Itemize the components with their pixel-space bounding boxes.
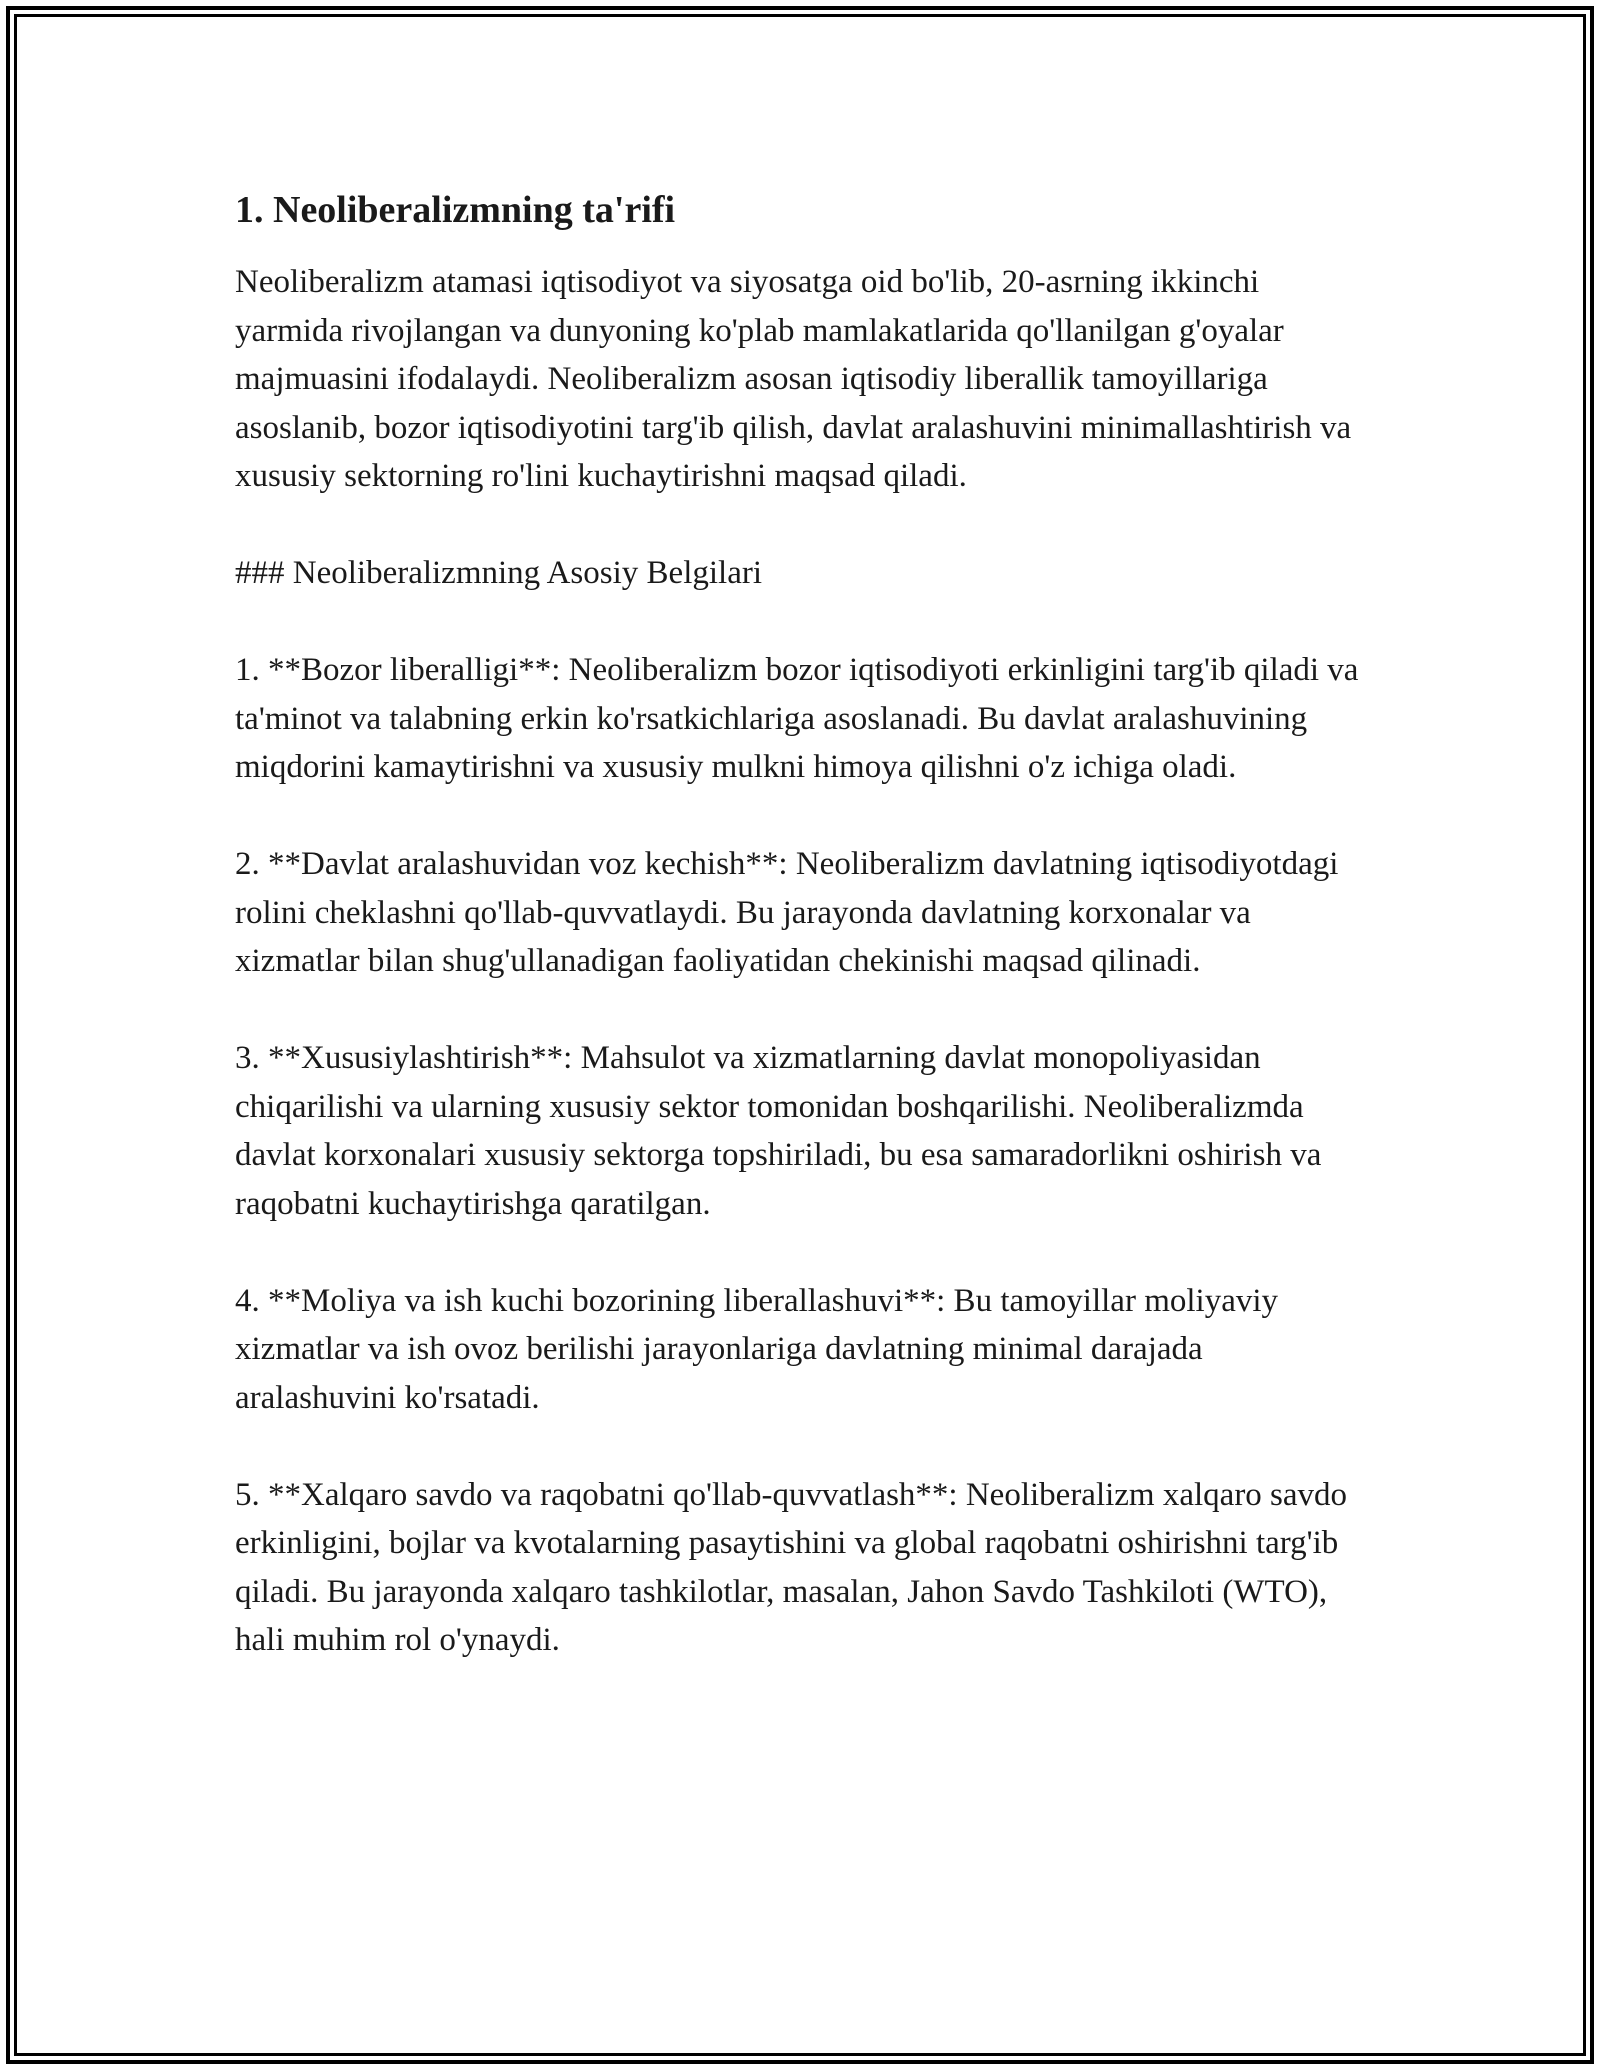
subheading-line: ### Neoliberalizmning Asosiy Belgilari (235, 555, 763, 591)
document-body (235, 186, 1365, 1665)
intro-paragraph: Neoliberalizm atamasi iqtisodiyot va siyosatga oid bo'lib, 20-asrning ikkinchi yarmida rivojlangan va dunyoning ko'plab mamlakatlarida qo'llanilgan g'oyalar majmuasini ifodalaydi. Neoliberalizm asosan iqtisodiy liberallik tamoyillariga asoslanib, bozor iqtisodiyotini targ'ib qilish, davlat aralashuvini minimallashtirish va xususiy sektorning ro'lini kuchaytirishni maqsad qiladi. (235, 264, 1352, 494)
list-item-1: 1. **Bozor liberalligi**: Neoliberalizm bozor iqtisodiyoti erkinligini targ'ib qiladi va ta'minot va talabning erkin ko'rsatkichlariga asoslanadi. Bu davlat aralashuvining miqdorini kamaytirishni va xususiy mulkni himoya qilishni o'z ichiga oladi. (235, 652, 1359, 785)
section-heading: 1. Neoliberalizmning ta'rifi (235, 189, 676, 231)
list-item-2: 2. **Davlat aralashuvidan voz kechish**: Neoliberalizm davlatning iqtisodiyotdagi rolini cheklashni qo'llab-quvvatlaydi. Bu jarayonda davlatning korxonalar va xizmatlar bilan shug'ullanadigan faoliyatidan chekinishi maqsad qilinadi. (235, 846, 1339, 979)
list-item-5: 5. **Xalqaro savdo va raqobatni qo'llab-quvvatlash**: Neoliberalizm xalqaro savdo erkinligini, bojlar va kvotalarning pasaytishini va global raqobatni oshirishni targ'ib qiladi. Bu jarayonda xalqaro tashkilotlar, masalan, Jahon Savdo Tashkiloti (WTO), hali muhim rol o'ynaydi. (235, 1476, 1348, 1658)
list-item-4: 4. **Moliya va ish kuchi bozorining liberallashuvi**: Bu tamoyillar moliyaviy xizmatlar va ish ovoz berilishi jarayonlariga davlatning minimal darajada aralashuvini ko'rsatadi. (235, 1282, 1279, 1416)
list-item-3: 3. **Xususiylashtirish**: Mahsulot va xizmatlarning davlat monopoliyasidan chiqarilishi va ularning xususiy sektor tomonidan boshqarilishi. Neoliberalizmda davlat korxonalari xususiy sektorga topshiriladi, bu esa samaradorlikni oshirish va raqobatni kuchaytirishga qaratilgan. (235, 1040, 1322, 1222)
